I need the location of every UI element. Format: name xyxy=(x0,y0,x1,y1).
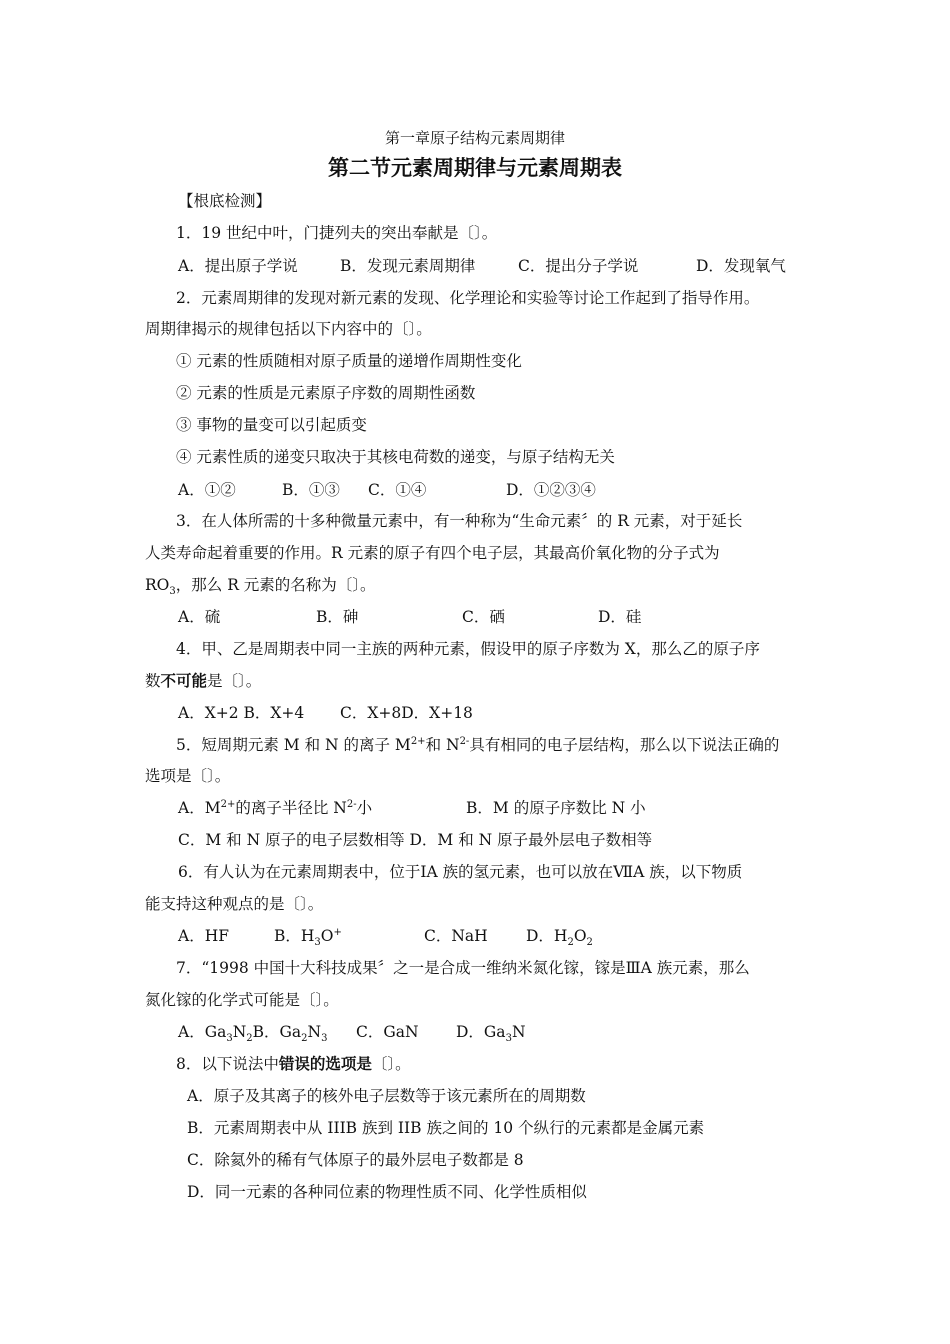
question-2-stem-line1: 2．元素周期律的发现对新元素的发现、化学理论和实验等讨论工作起到了指导作用。 xyxy=(176,289,760,307)
q8-option-b: B．元素周期表中从 IIIB 族到 IIB 族之间的 10 个纵行的元素都是金属元素 xyxy=(187,1119,705,1137)
question-5-options-cd: C．M 和 N 原子的电子层数相等 D．M 和 N 原子最外层电子数相等 xyxy=(178,831,653,849)
section-label: 【根底检测】 xyxy=(178,192,272,210)
question-3-stem-line1: 3．在人体所需的十多种微量元素中，有一种称为“生命元素〞的 R 元素，对于延长 xyxy=(176,512,743,530)
q5-option-a: A．$M^{2+}$的离子半径比 $N^{2-}$小 xyxy=(178,798,373,817)
question-2-stem-line2: 周期律揭示的规律包括以下内容中的〔〕。 xyxy=(145,320,432,338)
q5-option-b: B．M 的原子序数比 N 小 xyxy=(466,799,646,817)
question-7-stem-line2: 氮化镓的化学式可能是〔〕。 xyxy=(145,991,339,1009)
q1-option-a: A．提出原子学说 xyxy=(178,257,298,275)
q7-option-c: C．GaN xyxy=(356,1023,419,1041)
q4-option-ab: A．X+2 B．X+4 xyxy=(178,704,305,722)
question-6-stem-line1: 6．有人认为在元素周期表中，位于ⅠA 族的氢元素，也可以放在ⅦA 族，以下物质 xyxy=(178,863,743,881)
q1-option-d: D．发现氧气 xyxy=(696,257,786,275)
q1-option-b: B．发现元素周期律 xyxy=(340,257,476,275)
question-2-item-3: ③ 事物的量变可以引起质变 xyxy=(176,416,367,434)
q3-option-c: C．硒 xyxy=(462,608,505,626)
q2-option-c: C．①④ xyxy=(368,481,427,499)
q7-option-d: D．$Ga_3N$ xyxy=(456,1023,526,1045)
chapter-heading: 第一章原子结构元素周期律 xyxy=(384,129,565,147)
q2-option-b: B．①③ xyxy=(282,481,340,499)
q7-option-ab: A．$Ga_3N_2B$．$Ga_2N_3$ xyxy=(178,1023,328,1045)
question-6-stem-line2: 能支持这种观点的是〔〕。 xyxy=(145,895,324,913)
q6-option-c: C．NaH xyxy=(424,927,488,945)
question-5-stem-line1: 5．短周期元素 M 和 N 的离子 $M^{2+}$和 $N^{2-}$具有相同的电子层结构，那么以下说法正确的 xyxy=(176,735,780,754)
question-2-item-2: ② 元素的性质是元素原子序数的周期性函数 xyxy=(176,384,476,402)
question-7-stem-line1: 7．“1998 中国十大科技成果〞之一是合成一维纳米氮化镓，镓是ⅢA 族元素，那么 xyxy=(176,959,750,977)
question-4-stem-line2: 数不可能是〔〕。 xyxy=(145,671,262,690)
question-3-stem-line3: $RO_3$，那么 R 元素的名称为〔〕。 xyxy=(145,576,376,598)
q6-option-a: A．HF xyxy=(178,927,229,945)
emphasis-not-possible: 不可能 xyxy=(160,671,208,690)
question-1-stem: 1．19 世纪中叶，门捷列夫的突出奉献是〔〕。 xyxy=(176,224,498,242)
q2-option-a: A．①② xyxy=(178,481,236,499)
q2-option-d: D．①②③④ xyxy=(506,481,596,499)
q8-option-a: A．原子及其离子的核外电子层数等于该元素所在的周期数 xyxy=(187,1087,586,1105)
page-title: 第二节元素周期律与元素周期表 xyxy=(328,155,622,180)
emphasis-incorrect-option: 错误的选项是 xyxy=(278,1054,372,1073)
q1-option-c: C．提出分子学说 xyxy=(518,257,639,275)
q6-option-d: D．$H_2O_2$ xyxy=(526,927,593,949)
question-8-stem: 8．以下说法中错误的选项是〔〕。 xyxy=(176,1054,411,1073)
question-4-stem-line1: 4．甲、乙是周期表中同一主族的两种元素，假设甲的原子序数为 X，那么乙的原子序 xyxy=(176,640,760,658)
question-2-item-4: ④ 元素性质的递变只取决于其核电荷数的递变，与原子结构无关 xyxy=(176,448,615,466)
q4-option-cd: C．X+8D．X+18 xyxy=(340,704,473,722)
question-2-item-1: ① 元素的性质随相对原子质量的递增作周期性变化 xyxy=(176,352,522,370)
q8-option-d: D．同一元素的各种同位素的物理性质不同、化学性质相似 xyxy=(187,1183,587,1201)
q3-option-d: D．硅 xyxy=(598,608,642,626)
question-3-stem-line2: 人类寿命起着重要的作用。R 元素的原子有四个电子层，其最高价氧化物的分子式为 xyxy=(145,544,720,562)
q3-option-a: A．硫 xyxy=(178,608,221,626)
question-5-stem-line2: 选项是〔〕。 xyxy=(145,767,231,785)
q8-option-c: C．除氦外的稀有气体原子的最外层电子数都是 8 xyxy=(187,1151,524,1169)
q3-option-b: B．砷 xyxy=(316,608,359,626)
q6-option-b: B．$H_3O^+$ xyxy=(274,926,342,949)
